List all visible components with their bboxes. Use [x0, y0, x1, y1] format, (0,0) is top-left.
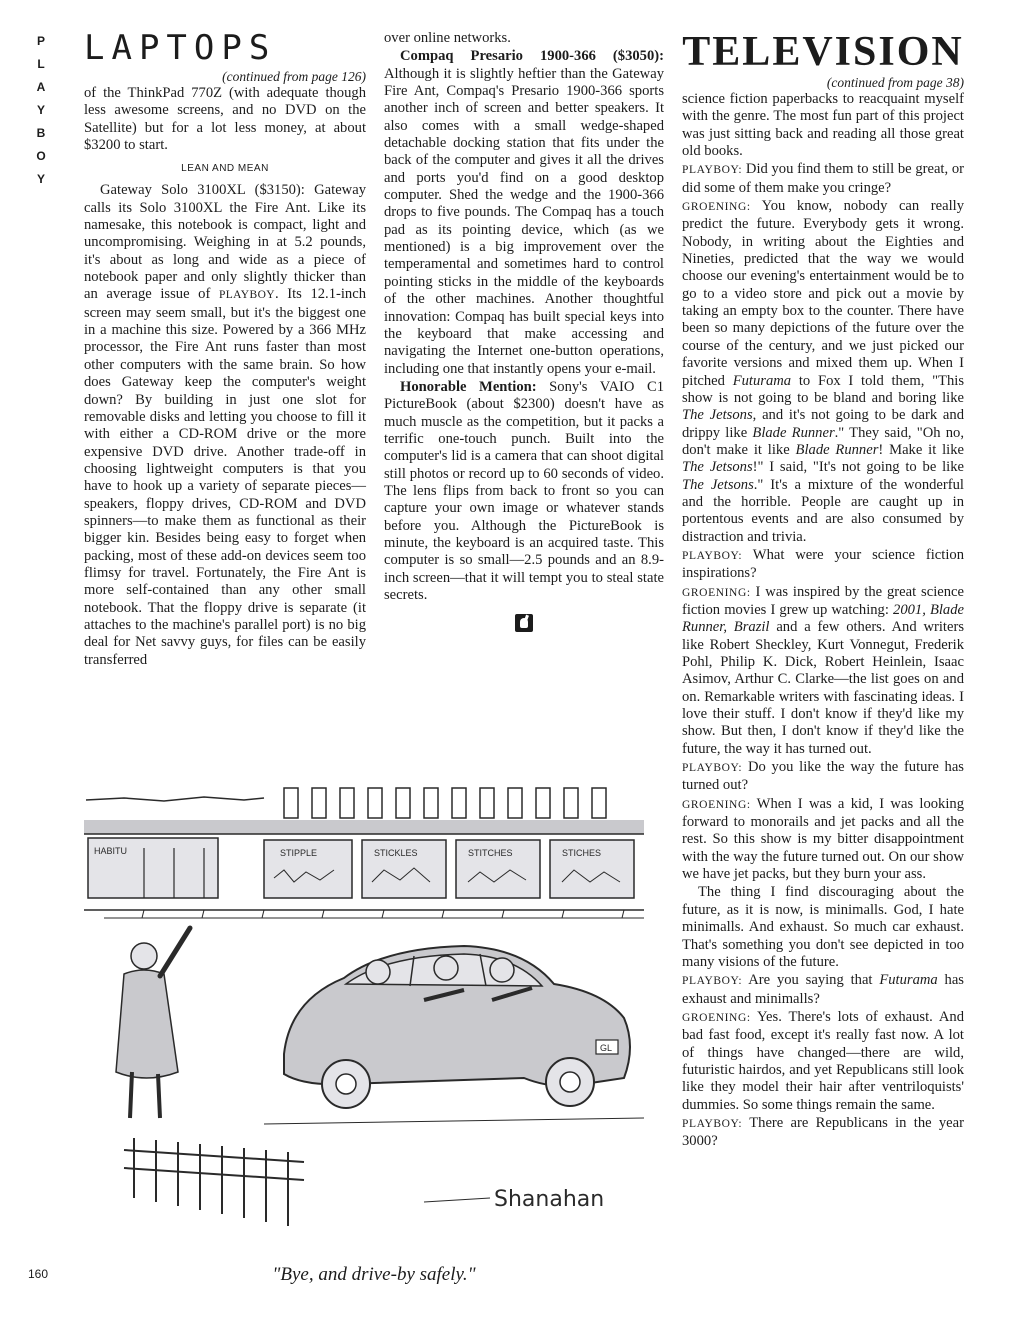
mid-paragraph: Honorable Mention: Sony's VAIO C1 PictureBook (about $2300) doesn't have as much muscle as the competition, but it packs a terrific one-touch punch. Built into the computer's lid is a camera that can shoot digital still photos or record up to 60 seconds of video. The lens flips from back to front so you can capture your own image or whatever stands before you. Although the PictureBook is minute, the keyboard is an acquired taste. This computer is so small—2.5 pounds and an 8.9-inch screen—that it will tempt you to steal state secrets. [384, 378, 664, 603]
shop-window-sign: STICHES [562, 848, 602, 858]
storefront-sign: HABITU [94, 846, 128, 856]
speaker-label: PLAYBOY: [682, 762, 743, 775]
interview-question: PLAYBOY: Did you find them to still be great, or did some of them make you cringe? [682, 161, 964, 196]
laptops-column-continued [384, 30, 664, 632]
end-mark-icon [515, 614, 533, 632]
laptops-paragraph: of the ThinkPad 770Z (with adequate though less awesome screens, and no DVD on the Satellite) but for a lot less money, at about $3200 to start. [84, 85, 366, 154]
interview-question: PLAYBOY: Do you like the way the future has turned out? [682, 759, 964, 794]
side-label-letter: Y [36, 172, 45, 186]
side-label-letter: A [36, 80, 46, 94]
side-label-letter: L [37, 57, 45, 71]
product-lead: Compaq Presario 1900-366 ($3050): [400, 48, 664, 65]
speaker-label: GROENING: [682, 798, 751, 811]
television-title: TELEVISION [682, 29, 964, 75]
interview-question: PLAYBOY: What were your science fiction inspirations? [682, 546, 964, 582]
shop-window-sign: STIPPLE [280, 848, 318, 858]
speaker-label: GROENING: [682, 586, 751, 599]
interview-answer: The thing I find discouraging about the future, as it is now, is minimalls. God, I hate minimalls. And exhaust. So much car exhaust. That's something you don't see depicted in too many visions of the future. [682, 884, 964, 970]
page-number: 160 [28, 1267, 49, 1281]
speaker-label: PLAYBOY: [682, 975, 743, 988]
speaker-label: PLAYBOY: [682, 549, 743, 562]
laptops-continued-note: (continued from page 126) [222, 69, 366, 84]
laptops-title: LAPTOPS [84, 28, 277, 68]
product-lead: Honorable Mention: [400, 378, 537, 395]
cartoon-illustration [84, 778, 664, 1248]
interview-question: PLAYBOY: There are Republicans in the year 3000? [682, 1114, 964, 1150]
mid-paragraph: Compaq Presario 1900-366 ($3050): Although it is slightly heftier than the Gateway Fire Ant, Compaq's Presario 1900-366 sports another inch of screen and better speakers. It also comes with a small wedge-shaped detachable docking station that fits under the back of the computer and gives it all the drives and ports you'd find on a good desktop computer. Shed the wedge and the 1900-366 drops to five pounds. The Compaq has a touch pad as its pointing device, which (as we mentioned) is a big improvement over the temperamental and sometimes hard to control pointing sticks in the middle of the keyboards of the other machines. Another thoughtful innovation: Compaq has built special keys into the keyboard that make accessing and navigating the Internet one-button operations, including one that instantly opens your e-mail. [384, 48, 664, 377]
laptops-paragraph: Gateway Solo 3100XL ($3150): Gateway calls its Solo 3100XL the Fire Ant. Like its namesake, this notebook is compact, light and uncompromising. Weighing in at 5.2 pounds, it's about as long and wide as a piece of notebook paper and only slightly thicker than an average issue of PLAYBOY. Its 12.1-inch screen may seem small, but it's the biggest one in a machine this size. Powered by a 366 MHz processor, the Fire Ant runs faster than most other computers with the same brain. So how does Gateway keep the computer's weight down? By building in just one slot for removable disks and letting you choose to fill it with either a CD-ROM drive or the more expensive DVD drive. Another trade-off in choosing lightweight computers is that you have to hook up a variety of separate pieces—speakers, floppy drives, CD-ROM and DVD spinners—to make them as functional as their bigger kin. Besides being easy to forget when packing, most of these add-on devices seem too flimsy for travel. Fortunately, the Fire Ant is more self-contained than any other small notebook. That the floppy drive is separate (it attaches to the machine's parallel port) is no big deal for Net savvy guys, for files can be easily transferred [84, 182, 366, 668]
laptops-column [84, 30, 366, 670]
license-plate: GL [600, 1043, 613, 1053]
side-label-letter: Y [36, 103, 45, 117]
speaker-label: PLAYBOY: [682, 1117, 743, 1130]
side-label-letter: B [36, 126, 46, 140]
tv-paragraph: science fiction paperbacks to reacquaint myself with the genre. The most fun part of this project was just sitting back and reading all those great old books. [682, 91, 964, 160]
television-column [682, 30, 964, 1152]
speaker-label: GROENING: [682, 201, 751, 214]
mid-paragraph: over online networks. [384, 30, 511, 46]
magazine-side-label [34, 30, 48, 191]
speaker-label: PLAYBOY: [682, 164, 743, 177]
interview-answer: GROENING: I was inspired by the great science fiction movies I grew up watching: 2001, Blade Runner, Brazil and a few others. And writers like Robert Sheckley, Kurt Vonnegut, Frederik Pohl, Philip K. Dick, Robert Heinlein, Isaac Asimov, Arthur C. Clarke—the list goes on and on. Remarkable writers with fascinating ideas. I love their stuff. I don't know if they'd like my show. But then, I don't know if they'd like the future, the way it has turned out. [682, 583, 964, 757]
laptops-subhead: LEAN AND MEAN [181, 163, 269, 175]
television-continued-note: (continued from page 38) [826, 75, 964, 90]
magazine-name: PLAYBOY [218, 289, 275, 302]
shop-window-sign: STICKLES [374, 848, 418, 858]
interview-answer: GROENING: You know, nobody can really predict the future. Everybody gets it wrong. Nobody, in writing about the Eighties and Nineties, predicted that the way we would choose our evening's entertainment would be to go to a video store and pick out a movie by taking an empty box to the counter. There have been so many depictions of the future over the course of the century, and we just picked our favorite versions and mixed them up. When I pitched Futurama to Fox I told them, "This show is not going to be bland and boring like The Jetsons, and it's not going to be dark and drippy like Blade Runner." They said, "Oh no, don't make it like Blade Runner! Make it like The Jetsons!" I said, "It's not going to be like The Jetsons." It's a mixture of the wonderful and the horrible. People are caught up in portentous events and are also consumed by distraction and trivia. [682, 198, 965, 545]
cartoon-caption: "Bye, and drive-by safely." [272, 1264, 476, 1285]
interview-answer: GROENING: Yes. There's lots of exhaust. And bad fast food, except it's really fast now. A lot of things have changed—there are wild, futuristic hairdos, and yet Republicans still look like they model their hair after ventriloquists' dummies. So some things remain the same. [682, 1008, 964, 1113]
side-label-letter: P [36, 34, 45, 48]
side-label-letter: O [36, 149, 46, 163]
speaker-label: GROENING: [682, 1011, 751, 1024]
interview-question: PLAYBOY: Are you saying that Futurama has exhaust and minimalls? [682, 972, 964, 1007]
cartoon-drawing [84, 778, 664, 1248]
product-lead: Gateway Solo 3100XL ($3150): [100, 182, 305, 199]
shop-window-sign: STITCHES [468, 848, 513, 858]
interview-answer: GROENING: When I was a kid, I was looking forward to monorails and jet packs and all the rest. So this show is my bitter disappointment with the way the future turned out. On our show we have jet packs, but they burn your ass. [682, 795, 964, 883]
artist-signature: Shanahan [494, 1187, 605, 1212]
